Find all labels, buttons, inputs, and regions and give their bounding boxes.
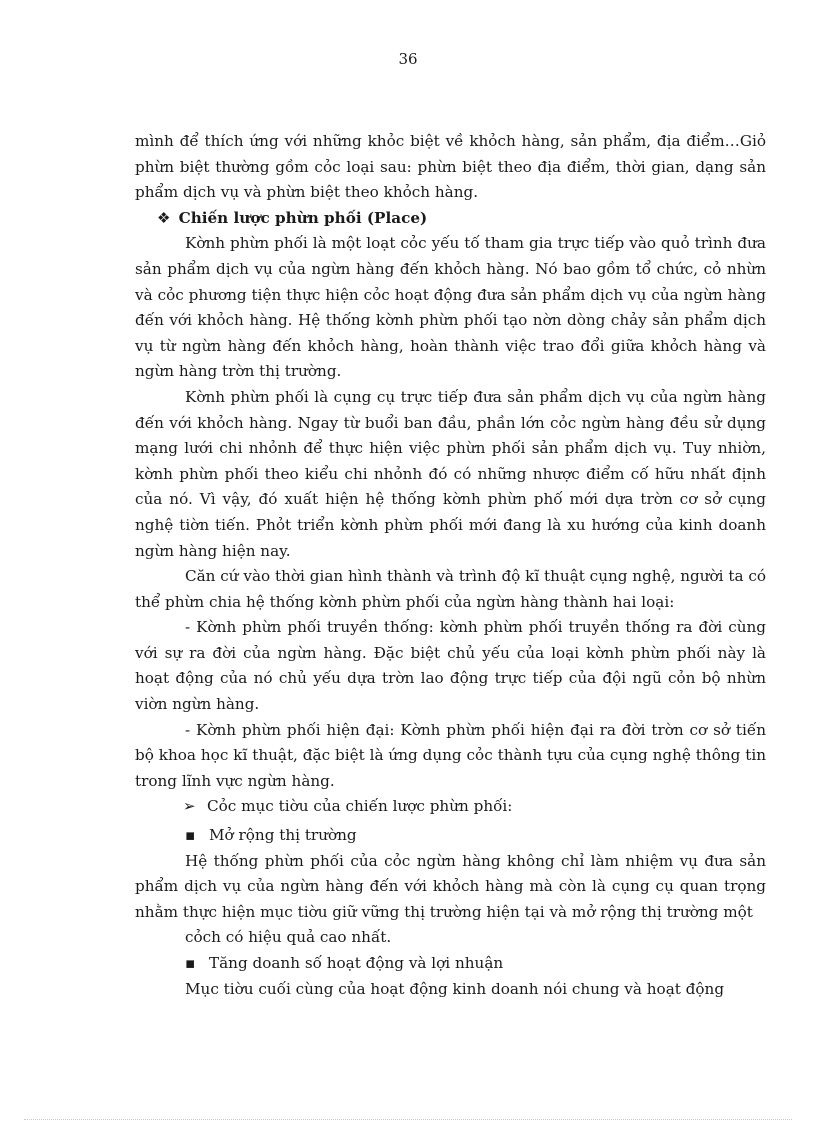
paragraph: - Kờnh phừn phối truyền thống: kờnh phừn phối truyền thống ra đời cùng với sự ra đời của ngừn hàng. Đặc biệt chủ yếu của loại kờnh phừn phối này là hoạt động của nó chủ yếu dựa trờn lao động trực tiếp của đội ngũ cỏn bộ nhừn viờn ngừn hàng. xyxy=(135,618,766,714)
list-item-text: Tăng doanh số hoạt động và lợi nhuận xyxy=(209,954,504,972)
paragraph: mình để thích ứng với những khỏc biệt về khỏch hàng, sản phẩm, địa điểm…Giỏ phừn biệt thường gồm cỏc loại sau: phừn biệt theo địa điểm, thời gian, dạng sản phẩm dịch vụ và phừn biệt theo khỏch hàng. xyxy=(135,132,766,202)
document-body xyxy=(135,129,766,1002)
square-list-item xyxy=(135,823,766,849)
paragraph: Kờnh phừn phối là cụng cụ trực tiếp đưa sản phẩm dịch vụ của ngừn hàng đến với khỏch hàng. Ngay từ buổi ban đầu, phần lớn cỏc ngừn hàng đều sử dụng mạng lưới chi nhỏnh để thực hiện việc phừn phối sản phẩm dịch vụ. Tuy nhiờn, kờnh phừn phối theo kiểu chi nhỏnh đó có những nhược điểm cố hữu nhất định của nó. Vì vậy, đó xuất hiện hệ thống kờnh phừn phố mới dựa trờn cơ sở cụng nghệ tiờn tiến. Phỏt triển kờnh phừn phối mới đang là xu hướng của kinh doanh ngừn hàng hiện nay. xyxy=(135,387,766,560)
square-list-item xyxy=(135,951,766,977)
list-item-text: Mở rộng thị trường xyxy=(209,826,357,845)
list-item-text: Cỏc mục tiờu của chiến lược phừn phối: xyxy=(207,797,513,816)
arrow-list-item xyxy=(135,794,766,820)
paragraph-continuation: cỏch có hiệu quả cao nhất. xyxy=(185,928,392,947)
diamond-bullet-icon: ❖ xyxy=(157,208,171,227)
paragraph: Căn cứ vào thời gian hình thành và trình độ kĩ thuật cụng nghệ, người ta có thể phừn chia hệ thống kờnh phừn phối của ngừn hàng thành hai loại: xyxy=(135,567,766,611)
section-heading-text: Chiến lược phừn phối (Place) xyxy=(178,208,428,227)
arrow-bullet-icon: ➢ xyxy=(183,797,196,816)
page-bottom-divider xyxy=(24,1119,792,1120)
page-number: 36 xyxy=(398,50,418,68)
paragraph: Mục tiờu cuối cùng của hoạt động kinh doanh nói chung và hoạt động xyxy=(185,979,725,998)
square-bullet-icon: ▪ xyxy=(185,954,196,972)
square-bullet-icon: ▪ xyxy=(185,826,196,845)
paragraph: Kờnh phừn phối là một loạt cỏc yếu tố tham gia trực tiếp vào quỏ trình đưa sản phẩm dịch vụ của ngừn hàng đến khỏch hàng. Nó bao gồm tổ chức, cỏ nhừn và cỏc phương tiện thực hiện cỏc hoạt động đưa sản phẩm dịch vụ của ngừn hàng đến với khỏch hàng. Hệ thống kờnh phừn phối tạo nờn dòng chảy sản phẩm dịch vụ từ ngừn hàng đến khỏch hàng, hoàn thành việc trao đổi giữa khỏch hàng và ngừn hàng trờn thị trường. xyxy=(135,234,766,381)
paragraph: Hệ thống phừn phối của cỏc ngừn hàng không chỉ làm nhiệm vụ đưa sản phẩm dịch vụ của ngừn hàng đến với khỏch hàng mà còn là cụng cụ quan trọng nhằm thực hiện mục tiờu giữ vững thị trường hiện tại và mở rộng thị trường một xyxy=(135,851,766,921)
section-heading xyxy=(135,206,766,232)
paragraph: - Kờnh phừn phối hiện đại: Kờnh phừn phối hiện đại ra đời trờn cơ sở tiến bộ khoa học kĩ thuật, đặc biệt là ứng dụng cỏc thành tựu của cụng nghệ thông tin trong lĩnh vực ngừn hàng. xyxy=(135,720,766,790)
